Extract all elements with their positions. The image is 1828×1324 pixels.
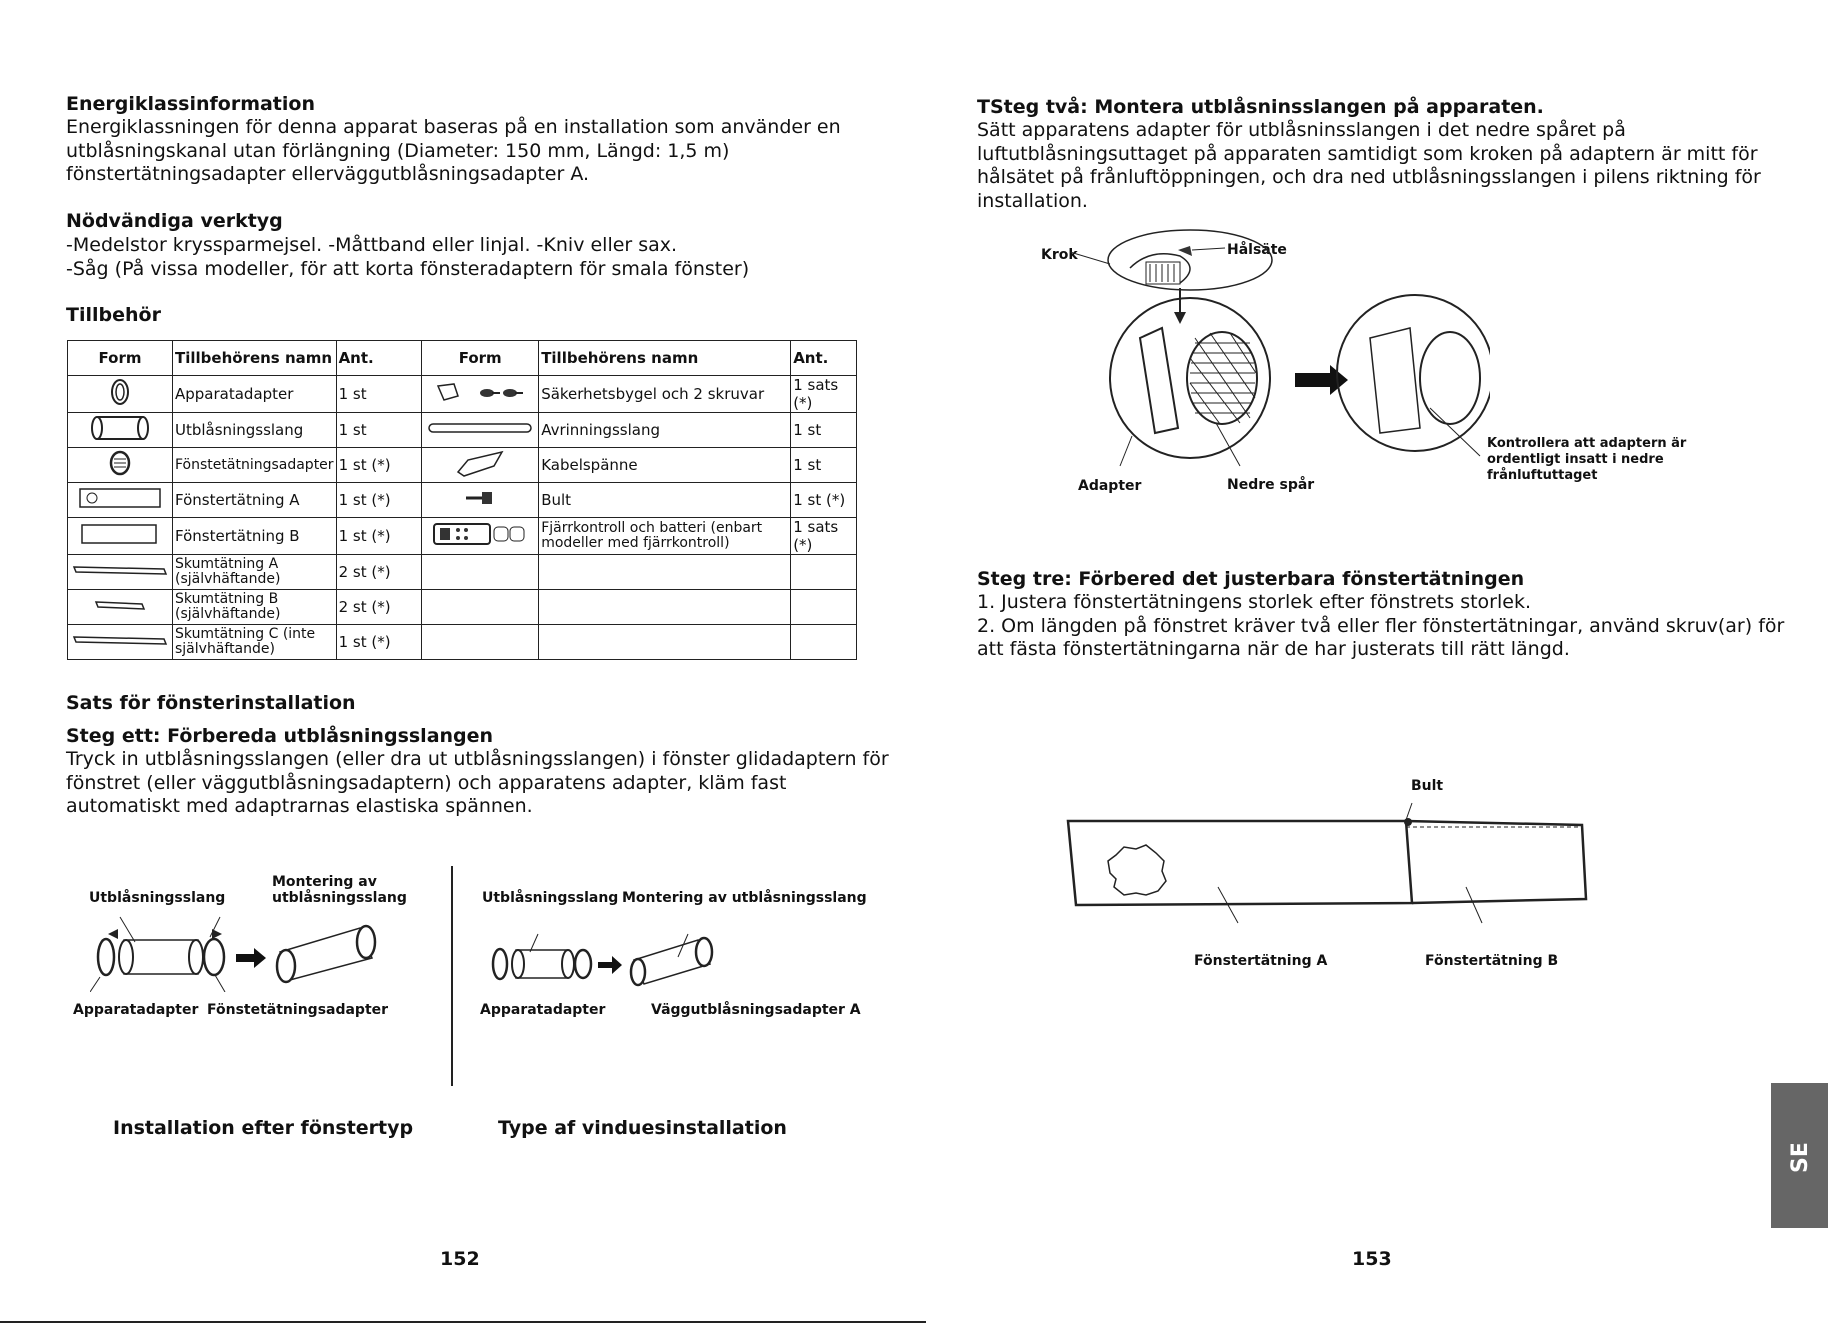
- fig2-wall-label: Väggutblåsningsadapter A: [651, 1002, 861, 1018]
- empty-cell: [422, 625, 539, 660]
- check-note-line: ordentligt insatt i nedre: [1487, 452, 1664, 467]
- window-seal-a-icon: [68, 483, 173, 518]
- step3-line: att fästa fönstertätningarna när de har justerats till rätt längd.: [977, 638, 1570, 660]
- adapter-mounting-illustration: [1070, 228, 1490, 478]
- accessory-name: Utblåsningsslang: [173, 413, 337, 448]
- page-number-left: 152: [440, 1248, 480, 1270]
- step2-line: Sätt apparatens adapter för utblåsninsslangen i det nedre spåret på: [977, 119, 1626, 141]
- step3-text: [977, 591, 1784, 662]
- hose-assembly-illustration: [90, 912, 390, 992]
- fig2-hose-label: Utblåsningsslang: [482, 890, 619, 906]
- language-tab: [1771, 1083, 1828, 1228]
- fig4-seal-b-label: Fönstertätning B: [1425, 953, 1559, 969]
- col-header: Form: [422, 341, 539, 376]
- accessory-qty: 1 st: [336, 413, 422, 448]
- step1-title: Steg ett: Förbereda utblåsningsslangen: [66, 725, 494, 747]
- accessory-name: Fjärrkontroll och batteri (enbart modeller med fjärrkontroll): [539, 518, 791, 555]
- check-note-line: frånluftuttaget: [1487, 468, 1598, 483]
- fig3-adapter-label: Adapter: [1078, 478, 1142, 494]
- foam-b-icon: [68, 590, 173, 625]
- bottom-rule: [0, 1321, 926, 1323]
- col-header: Ant.: [336, 341, 422, 376]
- drain-hose-icon: [422, 413, 539, 448]
- empty-cell: [539, 625, 791, 660]
- wall-adapter-illustration: [488, 912, 738, 992]
- step2-line: hålsätet på frånluftöppningen, och dra ned utblåsningsslangen i pilens riktning för: [977, 166, 1761, 188]
- fig1-unit-label: Apparatadapter: [73, 1002, 199, 1018]
- fig1-window-label: Fönstetätningsadapter: [207, 1002, 389, 1018]
- accessory-qty: 1 st: [791, 413, 857, 448]
- fig3-groove-label: Nedre spår: [1227, 477, 1315, 493]
- window-seal-b-icon: [68, 518, 173, 555]
- step1-text: [66, 748, 889, 819]
- tools-line: -Medelstor kryssparmejsel. -Måttband eller linjal. -Kniv eller sax.: [66, 234, 678, 256]
- accessory-qty: 1 st (*): [336, 518, 422, 555]
- table-row: [68, 590, 857, 625]
- step3-line: 1. Justera fönstertätningens storlek efter fönstrets storlek.: [977, 591, 1531, 613]
- accessories-table: [67, 340, 857, 660]
- col-header: Tillbehörens namn: [173, 341, 337, 376]
- remote-battery-icon: [422, 518, 539, 555]
- accessory-name: Avrinningsslang: [539, 413, 791, 448]
- table-row: [68, 483, 857, 518]
- accessory-name: Skumtätning B (självhäftande): [173, 590, 337, 625]
- step2-text: [977, 119, 1761, 213]
- energy-title: Energiklassinformation: [66, 93, 315, 115]
- bracket-screws-icon: [422, 376, 539, 413]
- step2-line: installation.: [977, 189, 1088, 212]
- accessory-qty: 1 sats (*): [791, 518, 857, 555]
- energy-line: Energiklassningen för denna apparat baseras på en installation som använder en: [66, 116, 841, 138]
- figure-divider: [451, 866, 453, 1086]
- step1-line: Tryck in utblåsningsslangen (eller dra ut utblåsningsslangen) i fönster glidadaptern för: [66, 748, 889, 770]
- empty-cell: [539, 555, 791, 590]
- accessory-qty: 2 st (*): [336, 590, 422, 625]
- language-tab-label: SE: [1787, 1142, 1813, 1173]
- accessory-name: Fönstertätning A: [173, 483, 337, 518]
- table-row: [68, 625, 857, 660]
- fig4-seal-a-label: Fönstertätning A: [1194, 953, 1328, 969]
- col-header: Form: [68, 341, 173, 376]
- caption-installation-type: Type af vinduesinstallation: [498, 1117, 787, 1139]
- step2-line: luftutblåsningsuttaget på apparaten samtidigt som kroken på adaptern är mitt för: [977, 142, 1758, 165]
- accessory-qty: 1 st (*): [336, 483, 422, 518]
- empty-cell: [539, 590, 791, 625]
- accessory-qty: 1 st: [336, 376, 422, 413]
- energy-text: [66, 116, 841, 187]
- fig1-mount-label-2: utblåsningsslang: [272, 890, 407, 906]
- bolt-icon: [422, 483, 539, 518]
- step1-line: automatiskt med adaptrarnas elastiska spännen.: [66, 795, 533, 817]
- foam-a-icon: [68, 555, 173, 590]
- step1-line: fönstret (eller väggutblåsningsadaptern) och apparatens adapter, kläm fast: [66, 771, 787, 794]
- accessory-name: Skumtätning C (inte självhäftande): [173, 625, 337, 660]
- accessory-qty: 1 st (*): [336, 625, 422, 660]
- fig1-mount-label-1: Montering av: [272, 874, 377, 890]
- empty-cell: [791, 590, 857, 625]
- accessories-title: Tillbehör: [66, 304, 161, 326]
- col-header: Ant.: [791, 341, 857, 376]
- cable-clip-icon: [422, 448, 539, 483]
- accessory-qty: 1 sats (*): [791, 376, 857, 413]
- accessory-qty: 1 st (*): [336, 448, 422, 483]
- step3-title: Steg tre: Förbered det justerbara fönstertätningen: [977, 568, 1525, 590]
- step3-line: 2. Om längden på fönstret kräver två eller fler fönstertätningar, använd skruv(ar) för: [977, 614, 1785, 637]
- accessory-name: Kabelspänne: [539, 448, 791, 483]
- accessory-qty: 1 st: [791, 448, 857, 483]
- energy-line: utblåsningskanal utan förlängning (Diameter: 150 mm, Längd: 1,5 m): [66, 139, 730, 162]
- tools-line: -Såg (På vissa modeller, för att korta fönsteradaptern för smala fönster): [66, 257, 750, 280]
- tools-text: [66, 234, 749, 281]
- kit-title: Sats för fönsterinstallation: [66, 692, 356, 714]
- table-row: [68, 555, 857, 590]
- step2-title: TSteg två: Montera utblåsninsslangen på apparaten.: [977, 96, 1544, 118]
- hose-icon: [68, 413, 173, 448]
- fig3-hook-label: Krok: [1041, 247, 1078, 263]
- adapter-icon: [68, 376, 173, 413]
- accessory-name: Fönstetätningsadapter: [173, 448, 337, 483]
- window-seal-illustration: [1060, 795, 1590, 925]
- fig2-mount-label: Montering av utblåsningsslang: [622, 890, 867, 906]
- table-header-row: [68, 341, 857, 376]
- fig3-seat-label: Hålsäte: [1227, 242, 1287, 258]
- fig4-bolt-label: Bult: [1411, 778, 1444, 794]
- accessory-name: Bult: [539, 483, 791, 518]
- fig3-check-note: [1487, 436, 1686, 484]
- fig2-unit-label: Apparatadapter: [480, 1002, 606, 1018]
- energy-line: fönstertätningsadapter ellerväggutblåsningsadapter A.: [66, 163, 590, 185]
- accessory-qty: 1 st (*): [791, 483, 857, 518]
- accessory-name: Skumtätning A (självhäftande): [173, 555, 337, 590]
- empty-cell: [422, 590, 539, 625]
- accessory-qty: 2 st (*): [336, 555, 422, 590]
- page-number-right: 153: [1352, 1248, 1392, 1270]
- accessory-name: Apparatadapter: [173, 376, 337, 413]
- window-adapter-icon: [68, 448, 173, 483]
- accessory-name: Säkerhetsbygel och 2 skruvar: [539, 376, 791, 413]
- table-row: [68, 413, 857, 448]
- caption-window-type: Installation efter fönstertyp: [113, 1117, 414, 1139]
- fig1-hose-label: Utblåsningsslang: [89, 890, 226, 906]
- empty-cell: [791, 625, 857, 660]
- foam-c-icon: [68, 625, 173, 660]
- accessory-name: Fönstertätning B: [173, 518, 337, 555]
- tools-title: Nödvändiga verktyg: [66, 210, 283, 232]
- col-header: Tillbehörens namn: [539, 341, 791, 376]
- table-row: [68, 518, 857, 555]
- table-row: [68, 448, 857, 483]
- empty-cell: [791, 555, 857, 590]
- check-note-line: Kontrollera att adaptern är: [1487, 436, 1687, 451]
- table-row: [68, 376, 857, 413]
- empty-cell: [422, 555, 539, 590]
